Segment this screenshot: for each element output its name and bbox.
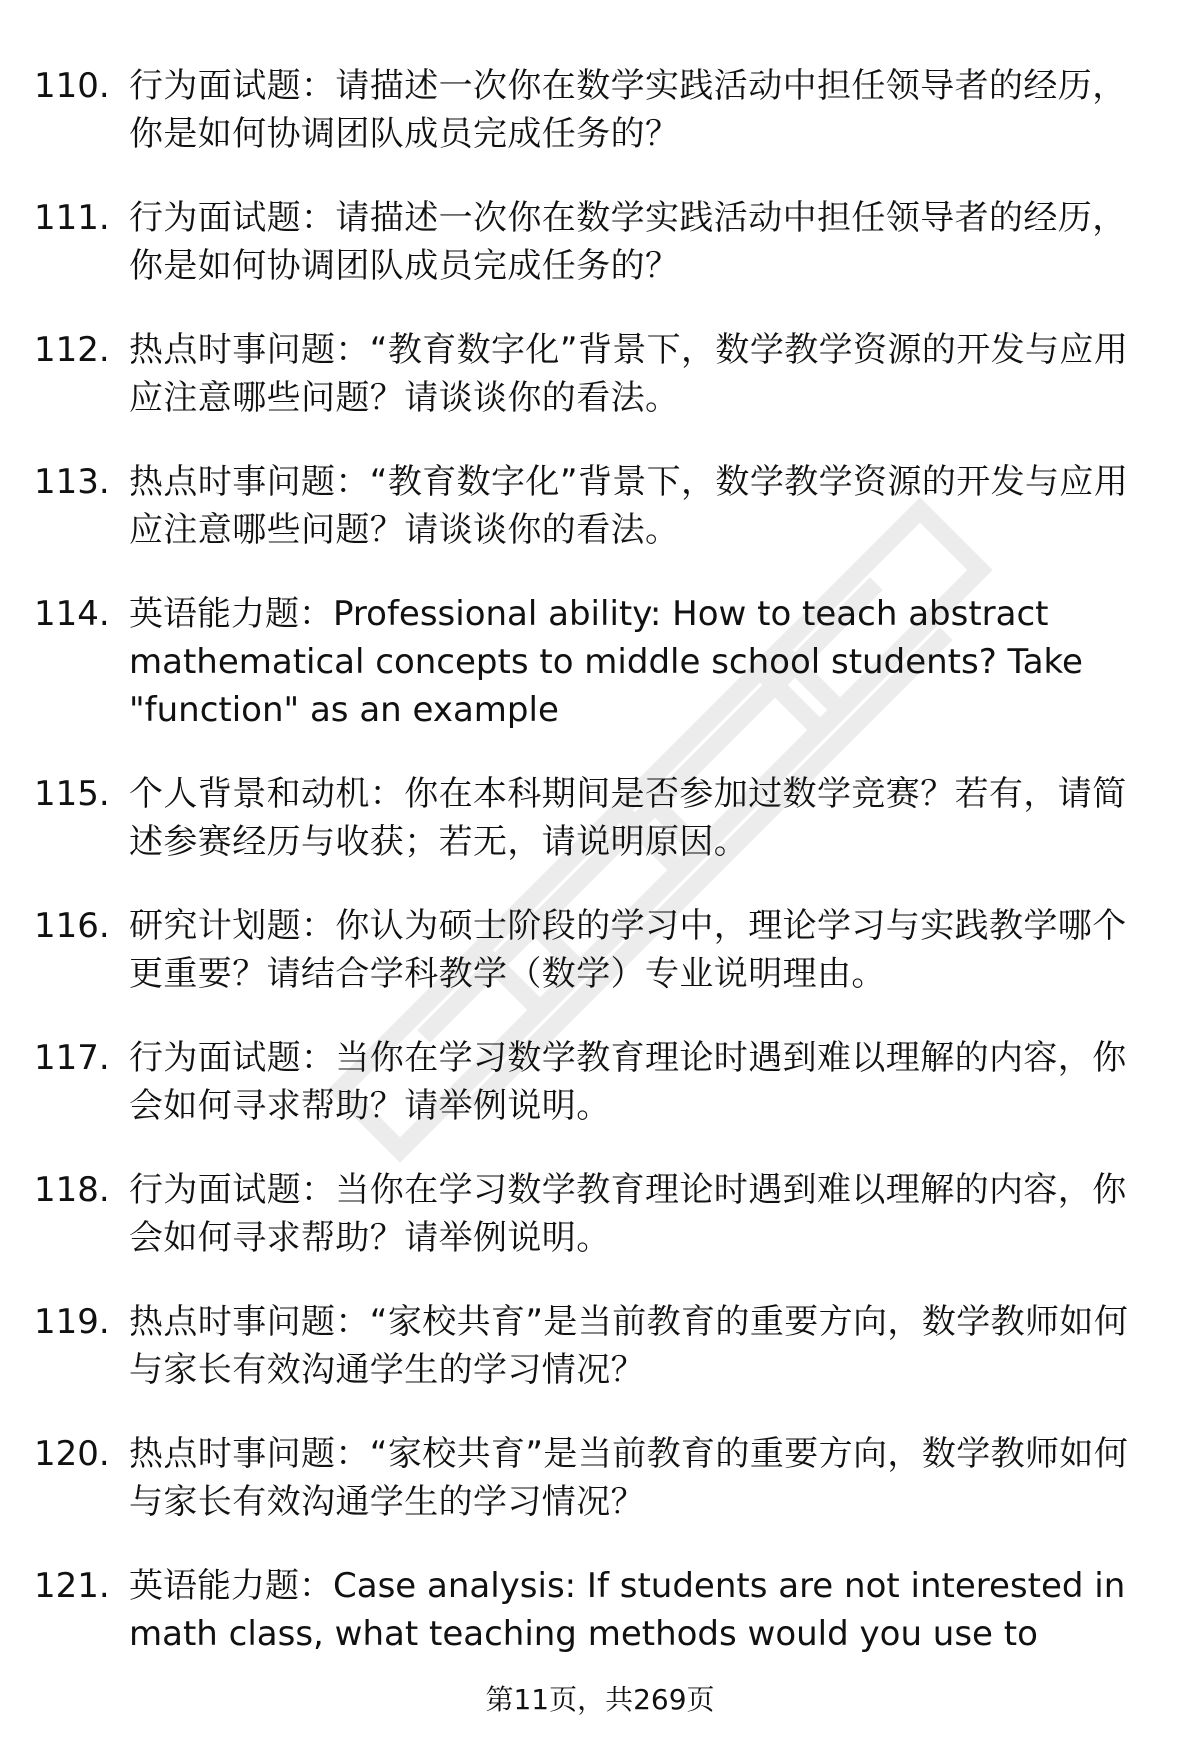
question-number: 112.: [34, 330, 110, 370]
question-number: 116.: [34, 906, 110, 946]
question-item-115: [34, 770, 1144, 866]
question-number: 121.: [34, 1566, 110, 1606]
question-text: 行为面试题：请描述一次你在数学实践活动中担任领导者的经历，你是如何协调团队成员完成任务的？: [129, 66, 1127, 154]
question-number: 119.: [34, 1302, 110, 1342]
question-item-121: [34, 1562, 1144, 1658]
question-item-117: [34, 1034, 1144, 1130]
question-item-119: [34, 1298, 1144, 1394]
question-number: 111.: [34, 198, 110, 238]
question-text: 行为面试题：当你在学习数学教育理论时遇到难以理解的内容，你会如何寻求帮助？请举例说明。: [129, 1170, 1127, 1258]
question-item-120: [34, 1430, 1144, 1526]
question-number: 113.: [34, 462, 110, 502]
question-number: 118.: [34, 1170, 110, 1210]
question-text: 行为面试题：请描述一次你在数学实践活动中担任领导者的经历，你是如何协调团队成员完成任务的？: [129, 198, 1127, 286]
question-number: 110.: [34, 66, 110, 106]
question-number: 115.: [34, 774, 110, 814]
page-footer: 第11页，共269页: [485, 1683, 715, 1716]
question-text: 英语能力题：Professional ability: How to teach abstract mathematical concepts to middle school students? Take "function" as an example: [129, 594, 1083, 730]
question-text: 热点时事问题：“家校共育”是当前教育的重要方向，数学教师如何与家长有效沟通学生的学习情况？: [129, 1302, 1129, 1390]
question-item-116: [34, 902, 1144, 998]
question-text: 个人背景和动机：你在本科期间是否参加过数学竞赛？若有，请简述参赛经历与收获；若无，请说明原因。: [129, 774, 1127, 862]
question-number: 120.: [34, 1434, 110, 1474]
question-text: 行为面试题：当你在学习数学教育理论时遇到难以理解的内容，你会如何寻求帮助？请举例说明。: [129, 1038, 1127, 1126]
question-text: 研究计划题：你认为硕士阶段的学习中，理论学习与实践教学哪个更重要？请结合学科教学（数学）专业说明理由。: [129, 906, 1127, 994]
question-text: 热点时事问题：“教育数字化”背景下，数学教学资源的开发与应用应注意哪些问题？请谈谈你的看法。: [129, 462, 1129, 550]
question-item-110: [34, 62, 1144, 158]
question-item-112: [34, 326, 1144, 422]
question-list: [34, 62, 1144, 1694]
question-item-113: [34, 458, 1144, 554]
question-item-114: [34, 590, 1144, 734]
question-text: 英语能力题：Case analysis: If students are not interested in math class, what teaching methods would you use to: [129, 1566, 1126, 1654]
question-text: 热点时事问题：“家校共育”是当前教育的重要方向，数学教师如何与家长有效沟通学生的学习情况？: [129, 1434, 1129, 1522]
question-item-118: [34, 1166, 1144, 1262]
question-number: 117.: [34, 1038, 110, 1078]
question-number: 114.: [34, 594, 110, 634]
question-item-111: [34, 194, 1144, 290]
question-text: 热点时事问题：“教育数字化”背景下，数学教学资源的开发与应用应注意哪些问题？请谈谈你的看法。: [129, 330, 1129, 418]
